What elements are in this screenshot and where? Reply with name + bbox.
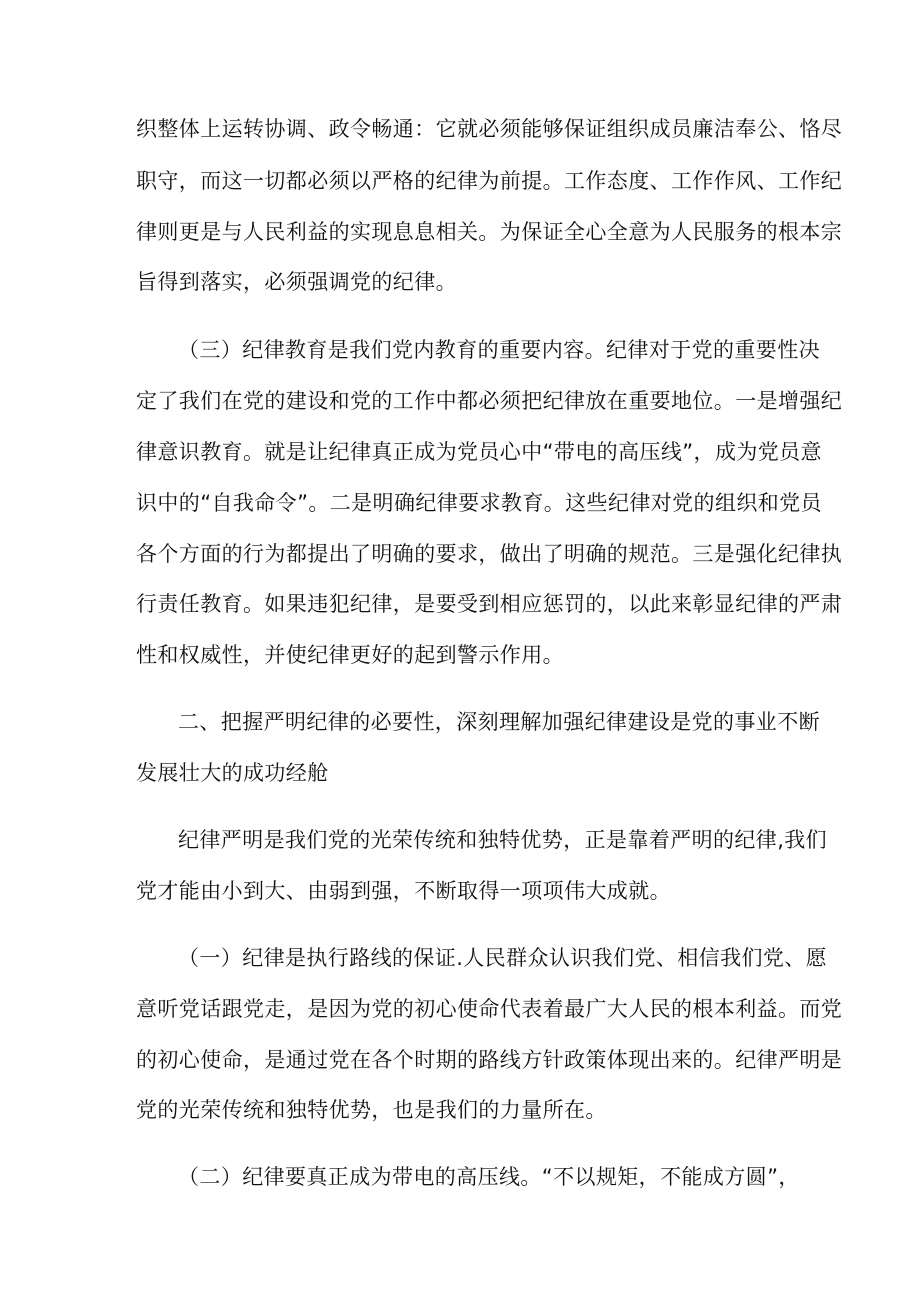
text-line: 识中的“自我命令”。二是明确纪律要求教育。这些纪律对党的组织和党员 (136, 491, 822, 515)
text-line: 定了我们在党的建设和党的工作中都必须把纪律放在重要地位。一是增强纪 (136, 389, 843, 413)
section-heading-line: 二、把握严明纪律的必要性，深刻理解加强纪律建设是党的事业不断 (178, 710, 820, 734)
text-line: 行责任教育。如果违犯纪律，是要受到相应惩罚的，以此来彰显纪律的严肃 (136, 592, 843, 616)
text-line: 党的光荣传统和独特优势，也是我们的力量所在。 (136, 1098, 607, 1122)
text-line: （二）纪律要真正成为带电的高压线。“不以规矩，不能成方圆”， (178, 1165, 800, 1189)
text-line: 各个方面的行为都提出了明确的要求，做出了明确的规范。三是强化纪律执 (136, 542, 843, 566)
text-line: 织整体上运转协调、政令畅通：它就必须能够保证组织成员廉洁奉公、恪尽 (136, 117, 843, 141)
text-line: （三）纪律教育是我们党内教育的重要内容。纪律对于党的重要性决 (178, 338, 820, 362)
text-line: 职守，而这一切都必须以严格的纪律为前提。工作态度、工作作风、工作纪 (136, 169, 843, 193)
text-line: 律意识教育。就是让纪律真正成为党员心中“带电的高压线”，成为党员意 (136, 440, 822, 464)
text-line: 党才能由小到大、由弱到强，不断取得一项项伟大成就。 (136, 879, 671, 903)
section-heading-line: 发展壮大的成功经舱 (136, 761, 329, 785)
text-line: （一）纪律是执行路线的保证.人民群众认识我们党、相信我们党、愿 (178, 946, 828, 970)
text-line: 的初心使命，是通过党在各个时期的路线方针政策体现出来的。纪律严明是 (136, 1048, 843, 1072)
text-line: 意听党话跟党走，是因为党的初心使命代表着最广大人民的根本利益。而党 (136, 997, 843, 1021)
text-line: 旨得到落实，必须强调党的纪律。 (136, 270, 457, 294)
text-line: 纪律严明是我们党的光荣传统和独特优势，正是靠着严明的纪律,我们 (178, 828, 828, 852)
text-line: 性和权威性，并使纪律更好的起到警示作用。 (136, 643, 564, 667)
text-line: 律则更是与人民利益的实现息息相关。为保证全心全意为人民服务的根本宗 (136, 220, 843, 244)
